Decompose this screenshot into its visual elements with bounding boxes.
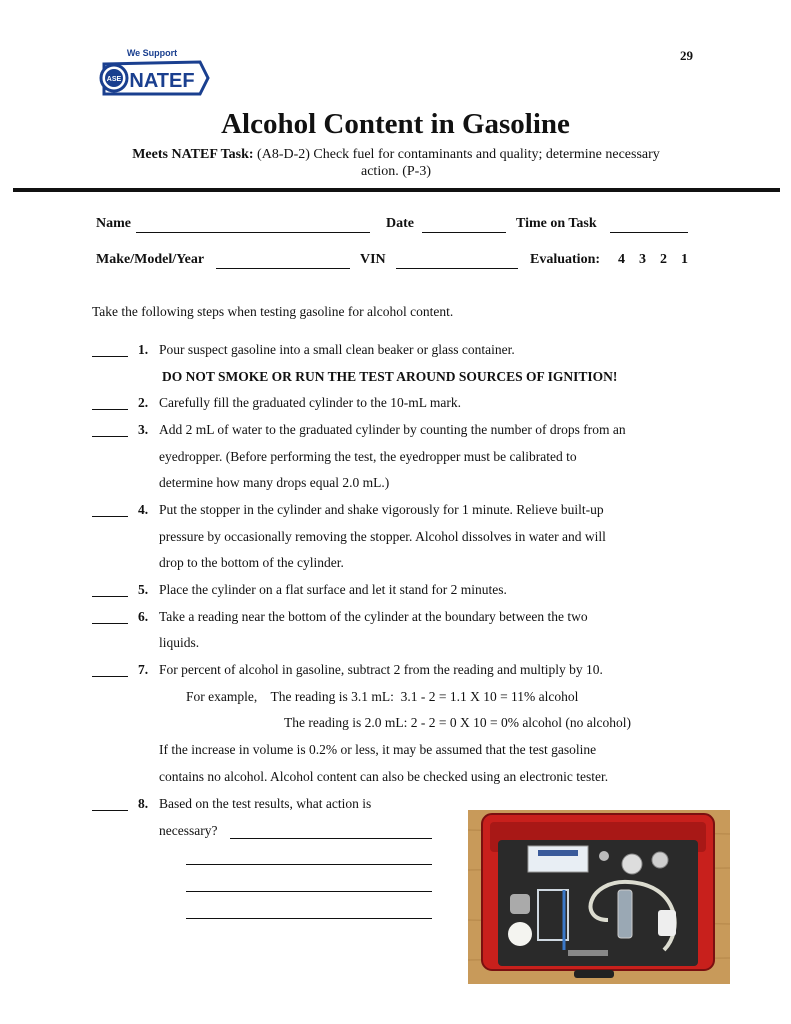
page-number: 29 (680, 48, 693, 63)
step4-line3: drop to the bottom of the cylinder. (159, 555, 344, 570)
step6-number: 6. (138, 609, 149, 624)
date-field[interactable] (422, 232, 506, 233)
step1-text: Pour suspect gasoline into a small clean beaker or glass container. (159, 342, 515, 357)
step4-number: 4. (138, 502, 149, 517)
step4-line2: pressure by occasionally removing the stopper. Alcohol dissolves in water and will (159, 529, 606, 544)
step2-number: 2. (138, 395, 149, 410)
step2-text: Carefully fill the graduated cylinder to the 10-mL mark. (159, 395, 462, 410)
evaluation-scores[interactable]: 4 3 2 1 (618, 252, 688, 267)
step6-line2: liquids. (159, 635, 200, 650)
answer-line-4[interactable] (186, 918, 432, 919)
step8-line2: necessary? (159, 823, 218, 838)
name-field[interactable] (136, 232, 370, 233)
step7-line1: For percent of alcohol in gasoline, subtract 2 from the reading and multiply by 10. (159, 662, 603, 677)
step2-checkbox-line[interactable] (92, 409, 128, 410)
time-on-task-field[interactable] (610, 232, 688, 233)
step3-line3: determine how many drops equal 2.0 mL.) (159, 475, 390, 490)
step7-example2: The reading is 2.0 mL: 2 - 2 = 0 X 10 = 0% alcohol (no alcohol) (284, 715, 632, 730)
step8-line1: Based on the test results, what action is (159, 796, 372, 811)
natef-logo (96, 44, 210, 100)
step5-checkbox-line[interactable] (92, 596, 128, 597)
page-title: Alcohol Content in Gasoline (221, 108, 570, 140)
step3-line2: eyedropper. (Before performing the test, the eyedropper must be calibrated to (159, 449, 577, 464)
vin-label: VIN (360, 252, 386, 267)
step1-checkbox-line[interactable] (92, 356, 128, 357)
vin-field[interactable] (396, 268, 518, 269)
step6-line1: Take a reading near the bottom of the cylinder at the boundary between the two (159, 609, 588, 624)
answer-line-3[interactable] (186, 891, 432, 892)
task-text-2: action. (P-3) (361, 164, 431, 179)
logo-top-text: We Support (126, 48, 178, 58)
step8-checkbox-line[interactable] (92, 810, 128, 811)
answer-line-1[interactable] (230, 838, 432, 839)
evaluation-label: Evaluation: (530, 252, 601, 267)
step7-line3: contains no alcohol. Alcohol content can also be checked using an electronic tester. (159, 769, 609, 784)
answer-line-2[interactable] (186, 864, 432, 865)
alcohol-test-kit-photo (468, 810, 730, 984)
task-label: Meets NATEF Task: (132, 147, 254, 162)
logo-main-text: NATEF (129, 70, 195, 92)
step1-number: 1. (138, 342, 149, 357)
date-label: Date (386, 216, 414, 231)
step7-checkbox-line[interactable] (92, 676, 128, 677)
step3-number: 3. (138, 422, 149, 437)
warning-text: DO NOT SMOKE OR RUN THE TEST AROUND SOURCES OF IGNITION! (162, 369, 618, 384)
step5-text: Place the cylinder on a flat surface and let it stand for 2 minutes. (159, 582, 507, 597)
step7-number: 7. (138, 662, 149, 677)
task-text-1: (A8-D-2) Check fuel for contaminants and quality; determine necessary (253, 147, 660, 162)
step7-example1: For example, The reading is 3.1 mL: 3.1 - 2 = 1.1 X 10 = 11% alcohol (186, 689, 579, 704)
logo-badge-text: ASE (106, 76, 122, 83)
step3-checkbox-line[interactable] (92, 436, 128, 437)
header-rule (13, 188, 780, 192)
step4-line1: Put the stopper in the cylinder and shake vigorously for 1 minute. Relieve built-up (159, 502, 604, 517)
make-model-year-field[interactable] (216, 268, 350, 269)
intro-text: Take the following steps when testing gasoline for alcohol content. (92, 304, 454, 319)
step5-number: 5. (138, 582, 149, 597)
name-label: Name (96, 216, 131, 231)
step6-checkbox-line[interactable] (92, 623, 128, 624)
natef-task (96, 146, 696, 180)
time-on-task-label: Time on Task (516, 216, 597, 231)
make-model-year-label: Make/Model/Year (96, 252, 205, 267)
step4-checkbox-line[interactable] (92, 516, 128, 517)
step7-line2: If the increase in volume is 0.2% or less, it may be assumed that the test gasoline (159, 742, 597, 757)
step3-line1: Add 2 mL of water to the graduated cylinder by counting the number of drops from an (159, 422, 626, 437)
step8-number: 8. (138, 796, 149, 811)
